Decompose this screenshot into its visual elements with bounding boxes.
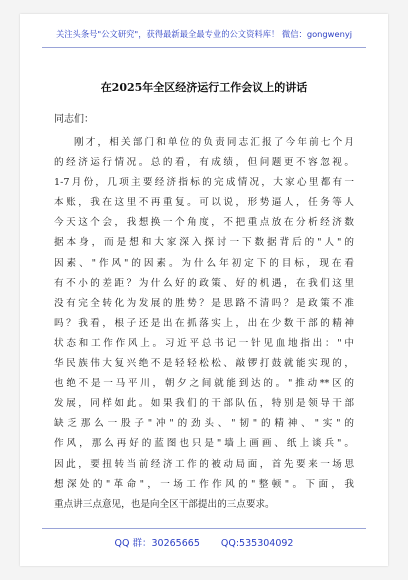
footer-qq-group: QQ 群：30265665	[114, 538, 200, 549]
footer-qq: QQ:535304092	[220, 538, 294, 549]
document-page	[20, 14, 388, 566]
header-divider	[42, 47, 366, 48]
body-line: 1-7月份，几项主要经济指标的完成情况，大家心里都有一	[54, 177, 354, 189]
body-line: 今天这个会，我想换一个角度，不把重点放在分析经济数	[54, 217, 354, 229]
body-line: 没有完全转化为发展的胜势？是思路不清吗？是政策不准	[54, 297, 354, 309]
body-line: 作风，那么再好的蓝图也只是"墙上画画、纸上谈兵"。	[54, 438, 354, 450]
footer	[20, 535, 388, 549]
body-line: 吗？我看，根子还是出在抓落实上，出在少数干部的精神	[54, 317, 354, 329]
body-line: 重点讲三点意见，也是向全区干部提出的三点要求。	[54, 498, 275, 510]
body-text	[54, 133, 354, 515]
body-line: 的经济运行情况。总的看，有成绩，但问题更不容忽视。	[54, 157, 354, 169]
body-line: 刚才，相关部门和单位的负责同志汇报了今年前七个月	[74, 137, 354, 148]
body-line: 想深处的"革命"，一场工作作风的"整顿"。下面，我	[54, 478, 354, 490]
body-line: 发展，同样如此。如果我们的干部队伍，特别是领导干部	[54, 398, 354, 410]
body-line: 因此，要扭转当前经济工作的被动局面，首先要来一场思	[54, 458, 354, 470]
header-banner: 关注头条号"公文研究"，获得最新最全最专业的公文资料库！ 微信：gongwenyj	[55, 29, 353, 39]
body-line: 也绝不是一马平川，朝夕之间就能到达的。"推动**区的	[54, 378, 354, 390]
document-title: 在2025年全区经济运行工作会议上的讲话	[100, 81, 308, 94]
body-line: 华民族伟大复兴绝不是轻轻松松、敲锣打鼓就能实现的，	[54, 358, 354, 370]
body-line: 缺乏那么一股子"冲"的劲头、"韧"的精神、"实"的	[54, 418, 354, 430]
body-line: 有不小的差距？为什么好的政策、好的机遇，在我们这里	[54, 277, 354, 289]
footer-divider	[42, 528, 366, 529]
body-line: 状态和工作作风上。习近平总书记一针见血地指出："中	[54, 337, 354, 349]
greeting: 同志们：	[54, 114, 94, 125]
body-line: 据本身，而是想和大家深入探讨一下数据背后的"人"的	[54, 237, 354, 249]
body-line: 本账，我在这里不再重复。可以说，形势逼人，任务等人	[54, 197, 354, 209]
body-line: 因素、"作风"的因素。为什么年初定下的目标，现在看	[54, 257, 354, 269]
